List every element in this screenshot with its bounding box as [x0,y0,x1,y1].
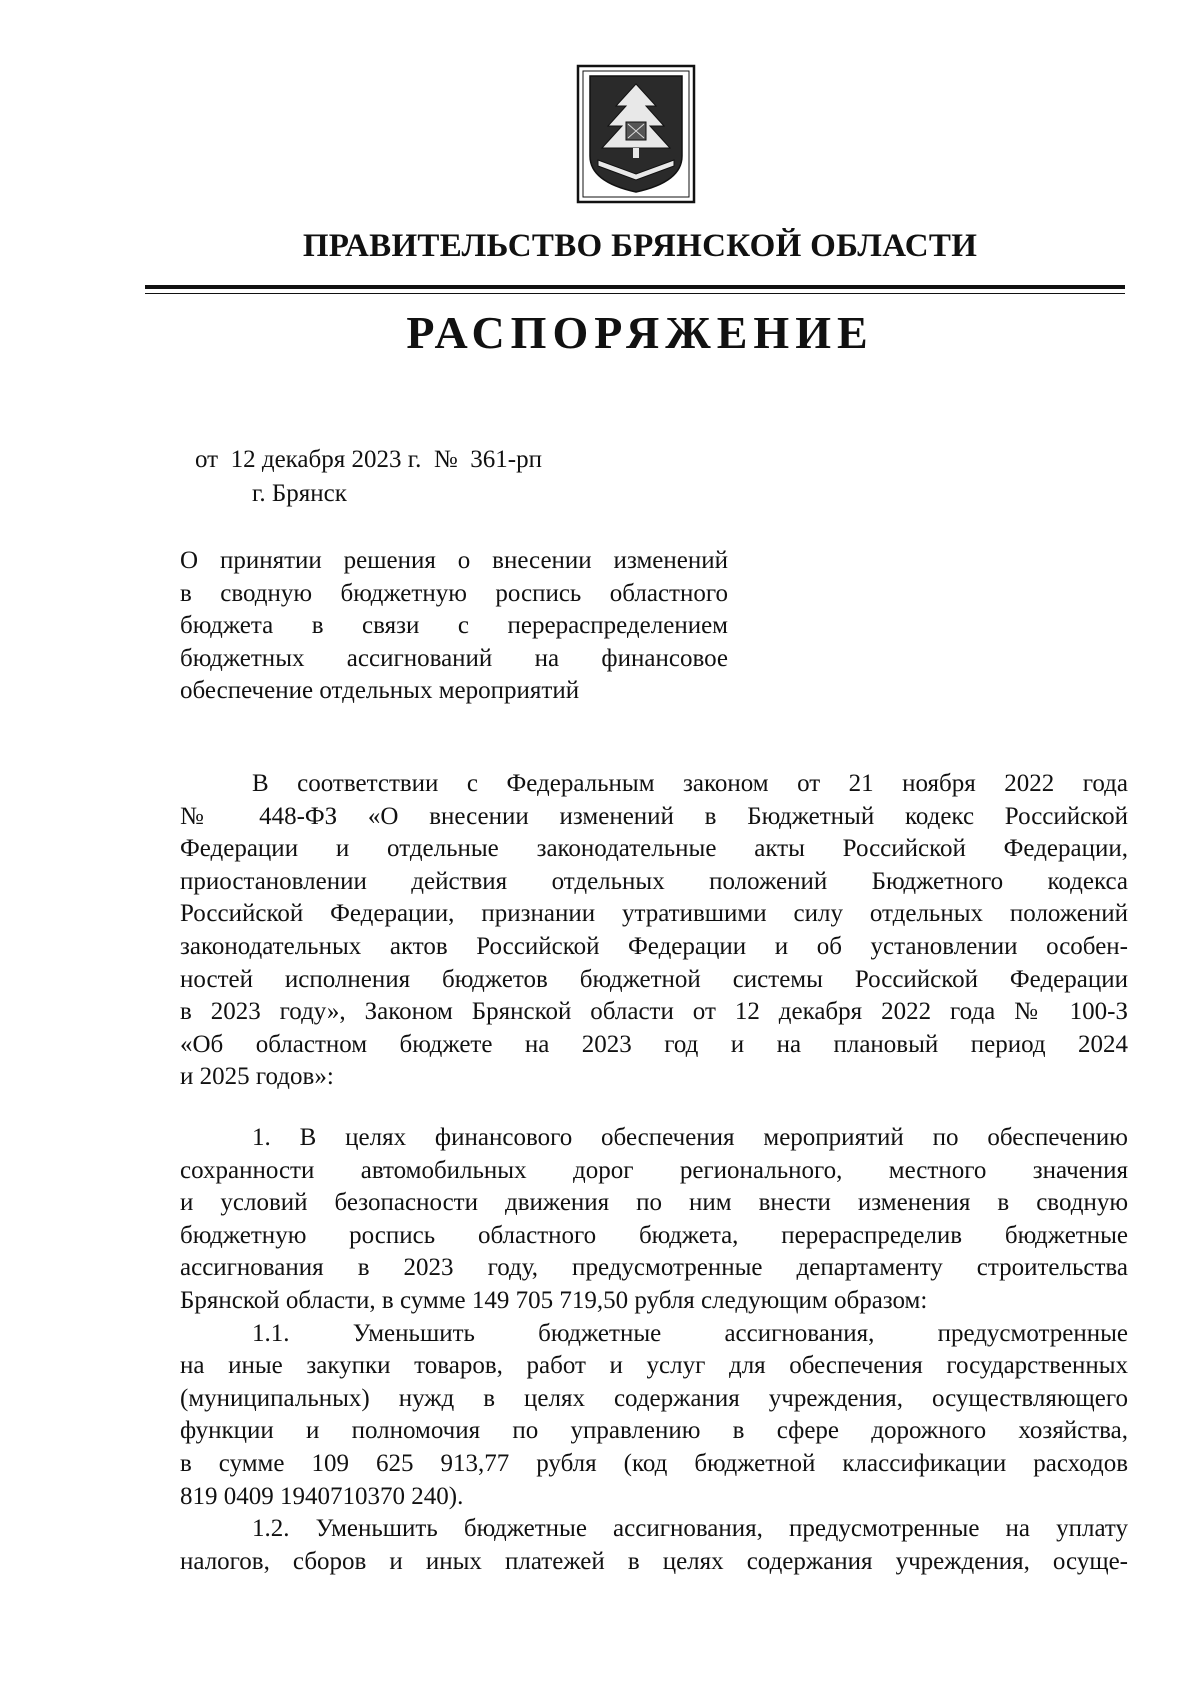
paragraph-line: приостановлении действия отдельных положений Бюджетного кодекса [180,867,1128,895]
government-title: ПРАВИТЕЛЬСТВО БРЯНСКОЙ ОБЛАСТИ [302,228,978,264]
document-city: г. Брянск [252,480,347,507]
header-rule-thick [145,285,1125,289]
document-type-title: РАСПОРЯЖЕНИЕ [406,307,874,358]
paragraph-line: (муниципальных) нужд в целях содержания учреждения, осуществляющего [180,1384,1128,1412]
items-section [180,1122,1128,1578]
coat-of-arms-icon [576,64,696,204]
paragraph-line: 1.2. Уменьшить бюджетные ассигнования, предусмотренные на уплату [252,1515,1128,1543]
header-rule-thin [145,293,1125,294]
paragraph-line: на иные закупки товаров, работ и услуг для обеспечения государственных [180,1352,1128,1380]
paragraph-line: сохранности автомобильных дорог регионального, местного значения [180,1156,1128,1184]
subject-line: О принятии решения о внесении изменений [180,547,728,574]
paragraph-line: и условий безопасности движения по ним внести изменения в сводную [180,1189,1128,1217]
item-1-1-paragraph [180,1318,1128,1514]
paragraph-line: законодательных актов Российской Федерации и об установлении особен- [180,932,1128,960]
paragraph-line: Федерации и отдельные законодательные акты Российской Федерации, [180,835,1128,863]
paragraph-line: Брянской области, в сумме 149 705 719,50 рубля следующим образом: [180,1286,928,1314]
subject-line: бюджетных ассигнований на финансовое [180,644,728,672]
subject-line: бюджета в связи с перераспределением [180,612,728,639]
paragraph-line: 819 0409 1940710370 240). [180,1482,464,1510]
paragraph-line: В соответствии с Федеральным законом от 21 ноября 2022 года [252,770,1128,797]
document-date-number: от 12 декабря 2023 г. № 361-рп [195,446,542,473]
paragraph-line: ностей исполнения бюджетов бюджетной системы Российской Федерации [180,965,1128,993]
paragraph-line: функции и полномочия по управлению в сфере дорожного хозяйства, [180,1417,1128,1445]
item-1-2-paragraph [180,1513,1128,1578]
paragraph-line: и 2025 годов»: [180,1063,334,1091]
paragraph-line: 1. В целях финансового обеспечения мероприятий по обеспечению [252,1124,1128,1151]
subject-line: в сводную бюджетную роспись областного [180,579,728,607]
paragraph-line: в сумме 109 625 913,77 рубля (код бюджетной классификации расходов [180,1449,1128,1477]
paragraph-line: бюджетную роспись областного бюджета, перераспределив бюджетные [180,1221,1128,1249]
paragraph-line: «Об областном бюджете на 2023 год и на плановый период 2024 [180,1030,1128,1058]
preamble-paragraph [180,768,1128,1094]
document-subject [180,545,728,708]
paragraph-line: ассигнования в 2023 году, предусмотренные департаменту строительства [180,1254,1128,1282]
paragraph-line: в 2023 году», Законом Брянской области от 12 декабря 2022 года № 100-З [180,998,1128,1026]
paragraph-line: Российской Федерации, признании утратившими силу отдельных положений [180,900,1128,928]
subject-line: обеспечение отдельных мероприятий [180,677,580,704]
paragraph-line: 1.1. Уменьшить бюджетные ассигнования, предусмотренные [252,1319,1128,1347]
paragraph-line: налогов, сборов и иных платежей в целях содержания учреждения, осуще- [180,1547,1128,1575]
paragraph-line: № 448-ФЗ «О внесении изменений в Бюджетный кодекс Российской [180,802,1128,830]
item-1-paragraph [180,1122,1128,1318]
